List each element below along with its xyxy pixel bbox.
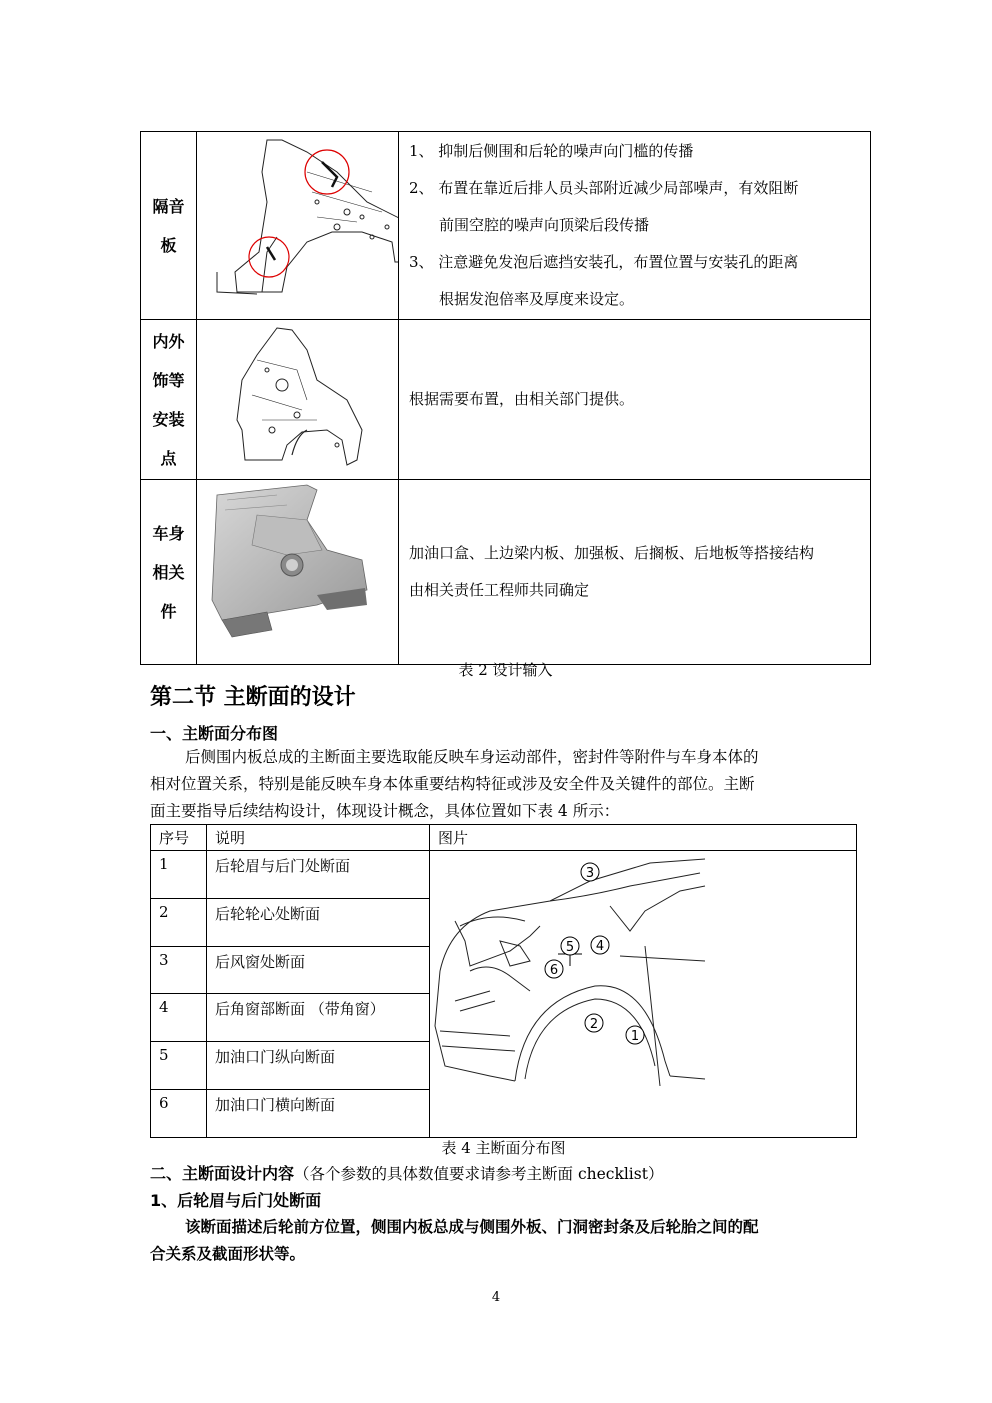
note-item: 3、 注意避免发泡后遮挡安装孔，布置位置与安装孔的距离 [409,253,799,271]
label-line: 内外 [152,331,185,351]
header-image: 图片 [430,825,857,851]
design-input-table [140,131,871,665]
marker-5: 5 [565,940,575,955]
row-number: 5 [151,1042,207,1090]
note-item: 根据发泡倍率及厚度来设定。 [439,290,635,308]
row-number: 2 [151,898,207,946]
note-item: 1、 抑制后侧围和后轮的噪声向门槛的传播 [409,142,694,160]
subsection-2-heading [150,1161,663,1184]
row-description: 后轮眉与后门处断面 [207,851,430,899]
page-number: 4 [491,1290,501,1305]
label-line: 板 [160,235,177,255]
label-line: 相关 [152,562,185,582]
main-section-table [150,824,857,1138]
related-parts-notes [399,480,871,665]
row-number: 4 [151,994,207,1042]
row-label-trim-mounting [141,320,197,480]
header-description: 说明 [207,825,430,851]
subsection-2-title: 二、主断面设计内容 [150,1164,295,1183]
note-item: 加油口盒、上边梁内板、加强板、后搁板、后地板等搭接结构 [409,544,815,562]
section-paragraph [150,744,860,825]
para-line: 相对位置关系，特别是能反映车身本体重要结构特征或涉及安全件及关键件的部位。主断 [150,775,755,793]
side-panel-sketch-1 [197,132,398,315]
label-line: 隔音 [152,196,185,216]
row-number: 1 [151,851,207,899]
row-description: 加油口门纵向断面 [207,1042,430,1090]
subsection-3-paragraph [150,1214,860,1268]
marker-3: 3 [585,866,595,881]
row-description: 后轮轮心处断面 [207,898,430,946]
marker-6: 6 [549,963,559,978]
section-location-drawing [430,851,857,1138]
body-structure-render [197,480,398,660]
table2-caption: 表 4 主断面分布图 [441,1139,566,1157]
row-description: 后角窗部断面 （带角窗） [207,994,430,1042]
subsection-2-note: （各个参数的具体数值要求请参考主断面 checklist） [294,1165,664,1183]
related-parts-render [197,480,399,665]
note-item: 根据需要布置，由相关部门提供。 [409,390,635,408]
label-line: 安装 [152,409,185,429]
row-number: 6 [151,1090,207,1138]
row-description: 后风窗处断面 [207,946,430,994]
note-item: 前围空腔的噪声向顶梁后段传播 [439,216,650,234]
row-description: 加油口门横向断面 [207,1090,430,1138]
trim-mounting-drawing [197,320,399,480]
header-number: 序号 [151,825,207,851]
marker-1: 1 [630,1029,640,1044]
side-panel-sketch-2 [197,320,398,475]
sound-insulation-notes [399,132,871,320]
note-item: 2、 布置在靠近后排人员头部附近减少局部噪声，有效阻断 [409,179,799,197]
row-label-sound-insulation [141,132,197,320]
para-line: 合关系及截面形状等。 [150,1245,306,1263]
marker-2: 2 [589,1017,599,1032]
table1-caption: 表 2 设计输入 [458,661,553,679]
row-number: 3 [151,946,207,994]
subsection-3-title: 1、后轮眉与后门处断面 [150,1191,322,1210]
marker-4: 4 [595,939,605,954]
row-label-related-parts [141,480,197,665]
note-item: 由相关责任工程师共同确定 [409,581,590,599]
para-line: 面主要指导后续结构设计，体现设计概念，具体位置如下表 4 所示： [150,802,620,820]
subsection-title: 一、主断面分布图 [150,724,279,743]
sound-insulation-drawing [197,132,399,320]
label-line: 点 [160,448,177,468]
section-title: 第二节 主断面的设计 [150,685,356,710]
trim-mounting-notes [399,320,871,480]
para-line: 该断面描述后轮前方位置，侧围内板总成与侧围外板、门洞密封条及后轮胎之间的配 [185,1218,759,1236]
label-line: 饰等 [152,370,185,390]
label-line: 件 [160,601,177,621]
car-rear-sketch [430,851,854,1133]
label-line: 车身 [152,523,185,543]
para-line: 后侧围内板总成的主断面主要选取能反映车身运动部件，密封件等附件与车身本体的 [185,748,759,766]
